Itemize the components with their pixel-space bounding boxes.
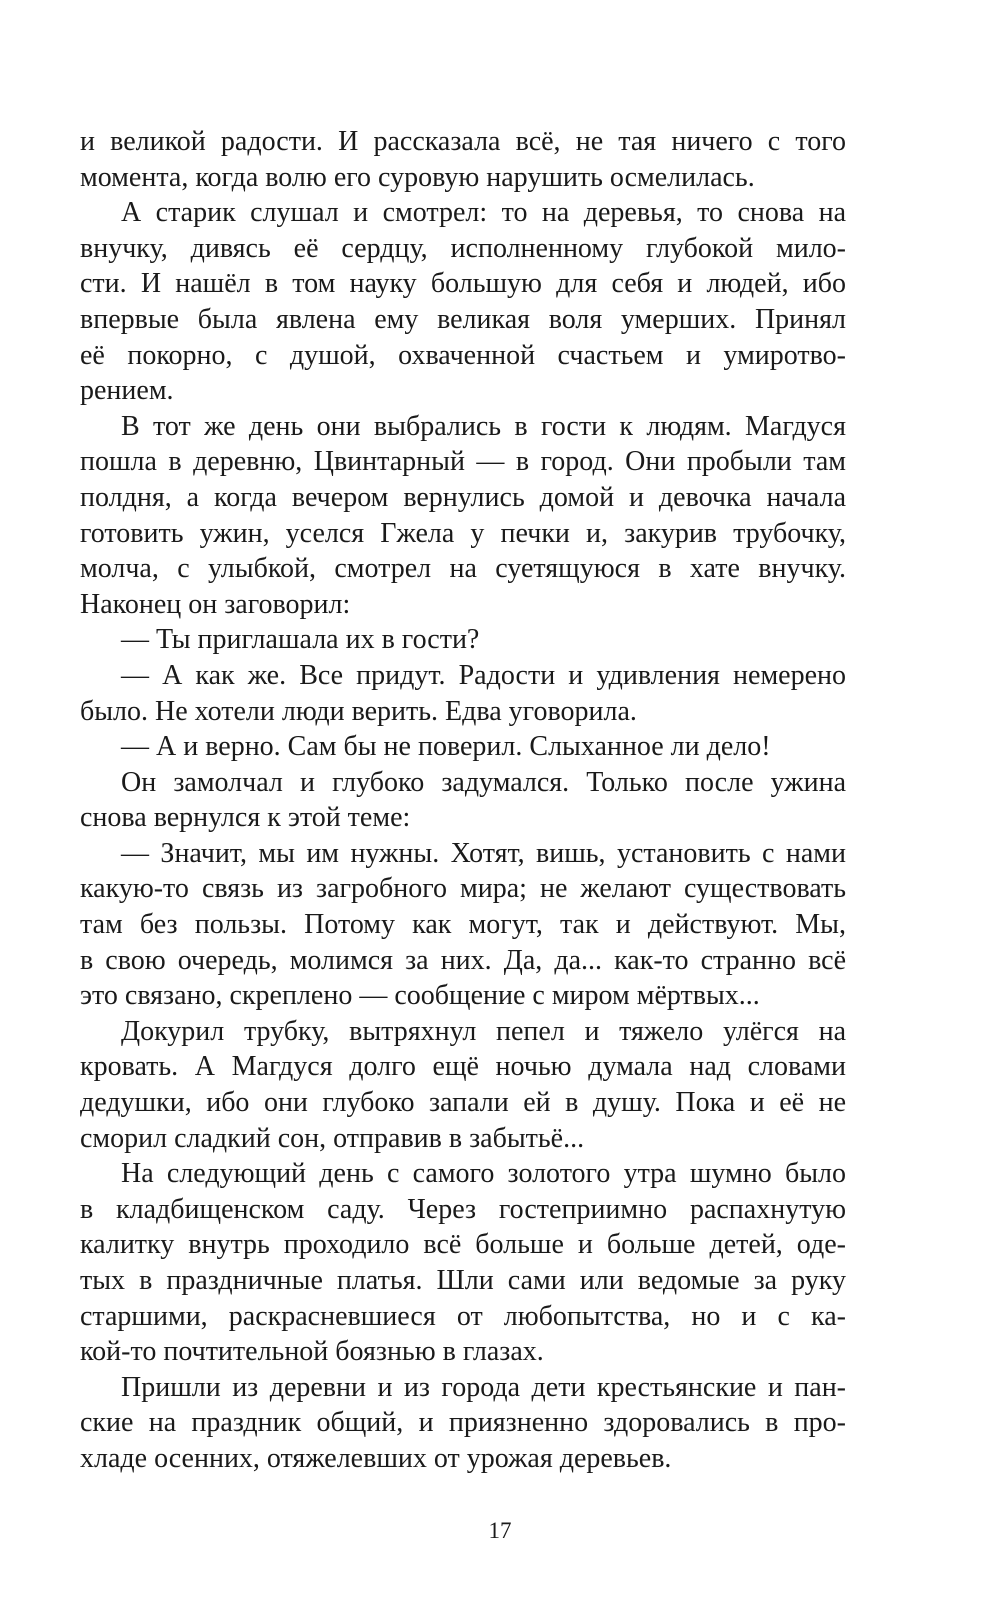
text-line: — А как же. Все придут. Радости и удивления немерено [121, 659, 846, 691]
text-line: кой-то почтительной боязнью в глазах. [80, 1336, 544, 1368]
text-line: кровать. А Магдуся долго ещё ночью думала над словами [80, 1051, 846, 1083]
text-line: внучку, дивясь её сердцу, исполненному глубокой мило- [80, 232, 846, 264]
page-number: 17 [488, 1518, 512, 1543]
text-line: — Ты приглашала их в гости? [121, 624, 480, 656]
text-line: в свою очередь, молимся за них. Да, да... как-то странно всё [80, 944, 846, 976]
text-line: старшими, раскрасневшиеся от любопытства, но и с ка- [80, 1300, 846, 1332]
text-line: На следующий день с самого золотого утра шумно было [121, 1158, 846, 1190]
text-line: снова вернулся к этой теме: [80, 802, 411, 834]
text-line: рением. [80, 375, 174, 407]
text-line: калитку внутрь проходило всё больше и больше детей, оде- [80, 1229, 846, 1261]
text-line: Докурил трубку, вытряхнул пепел и тяжело улёгся на [121, 1015, 846, 1047]
text-line: сморил сладкий сон, отправив в забытьё... [80, 1122, 585, 1154]
text-line: дедушки, ибо они глубоко запали ей в душу. Пока и её не [80, 1087, 846, 1119]
text-line: А старик слушал и смотрел: то на деревья, то снова на [121, 197, 846, 229]
text-line: там без пользы. Потому как могут, так и действуют. Мы, [80, 909, 846, 941]
text-line: пошла в деревню, Цвинтарный — в город. Они пробыли там [80, 446, 846, 478]
text-line: тых в праздничные платья. Шли сами или ведомые за руку [80, 1265, 846, 1296]
text-line: было. Не хотели люди верить. Едва уговорила. [80, 695, 637, 727]
text-line: Наконец он заговорил: [80, 588, 351, 620]
text-line: Пришли из деревни и из города дети крестьянские и пан- [121, 1371, 846, 1403]
text-line: полдня, а когда вечером вернулись домой и девочка начала [80, 481, 846, 513]
text-line: молча, с улыбкой, смотрел на суетящуюся в хате внучку. [80, 553, 846, 585]
body-text [80, 124, 846, 1477]
text-line: впервые была явлена ему великая воля умерших. Принял [80, 303, 846, 335]
text-line: В тот же день они выбрались в гости к людям. Магдуся [121, 410, 846, 442]
text-line: — А и верно. Сам бы не поверил. Слыханное ли дело! [121, 731, 771, 763]
text-line: готовить ужин, уселся Гжела у печки и, закурив трубочку, [80, 517, 846, 549]
text-line: и великой радости. И рассказала всё, не тая ничего с того [80, 126, 846, 157]
text-line: Он замолчал и глубоко задумался. Только после ужина [121, 766, 846, 798]
text-line: её покорно, с душой, охваченной счастьем и умиротво- [80, 339, 846, 371]
text-line: это связано, скреплено — сообщение с миром мёртвых... [80, 980, 760, 1012]
text-line: момента, когда волю его суровую нарушить осмелилась. [80, 161, 755, 193]
text-line: в кладбищенском саду. Через гостеприимно распахнутую [80, 1193, 846, 1225]
text-line: — Значит, мы им нужны. Хотят, вишь, установить с нами [121, 837, 846, 869]
text-line: какую-то связь из загробного мира; не желают существовать [80, 873, 846, 905]
text-line: хладе осенних, отяжелевших от урожая деревьев. [80, 1442, 672, 1474]
text-line: ские на праздник общий, и приязненно здоровались в про- [80, 1407, 846, 1439]
text-line: сти. И нашёл в том науку большую для себя и людей, ибо [80, 268, 846, 300]
